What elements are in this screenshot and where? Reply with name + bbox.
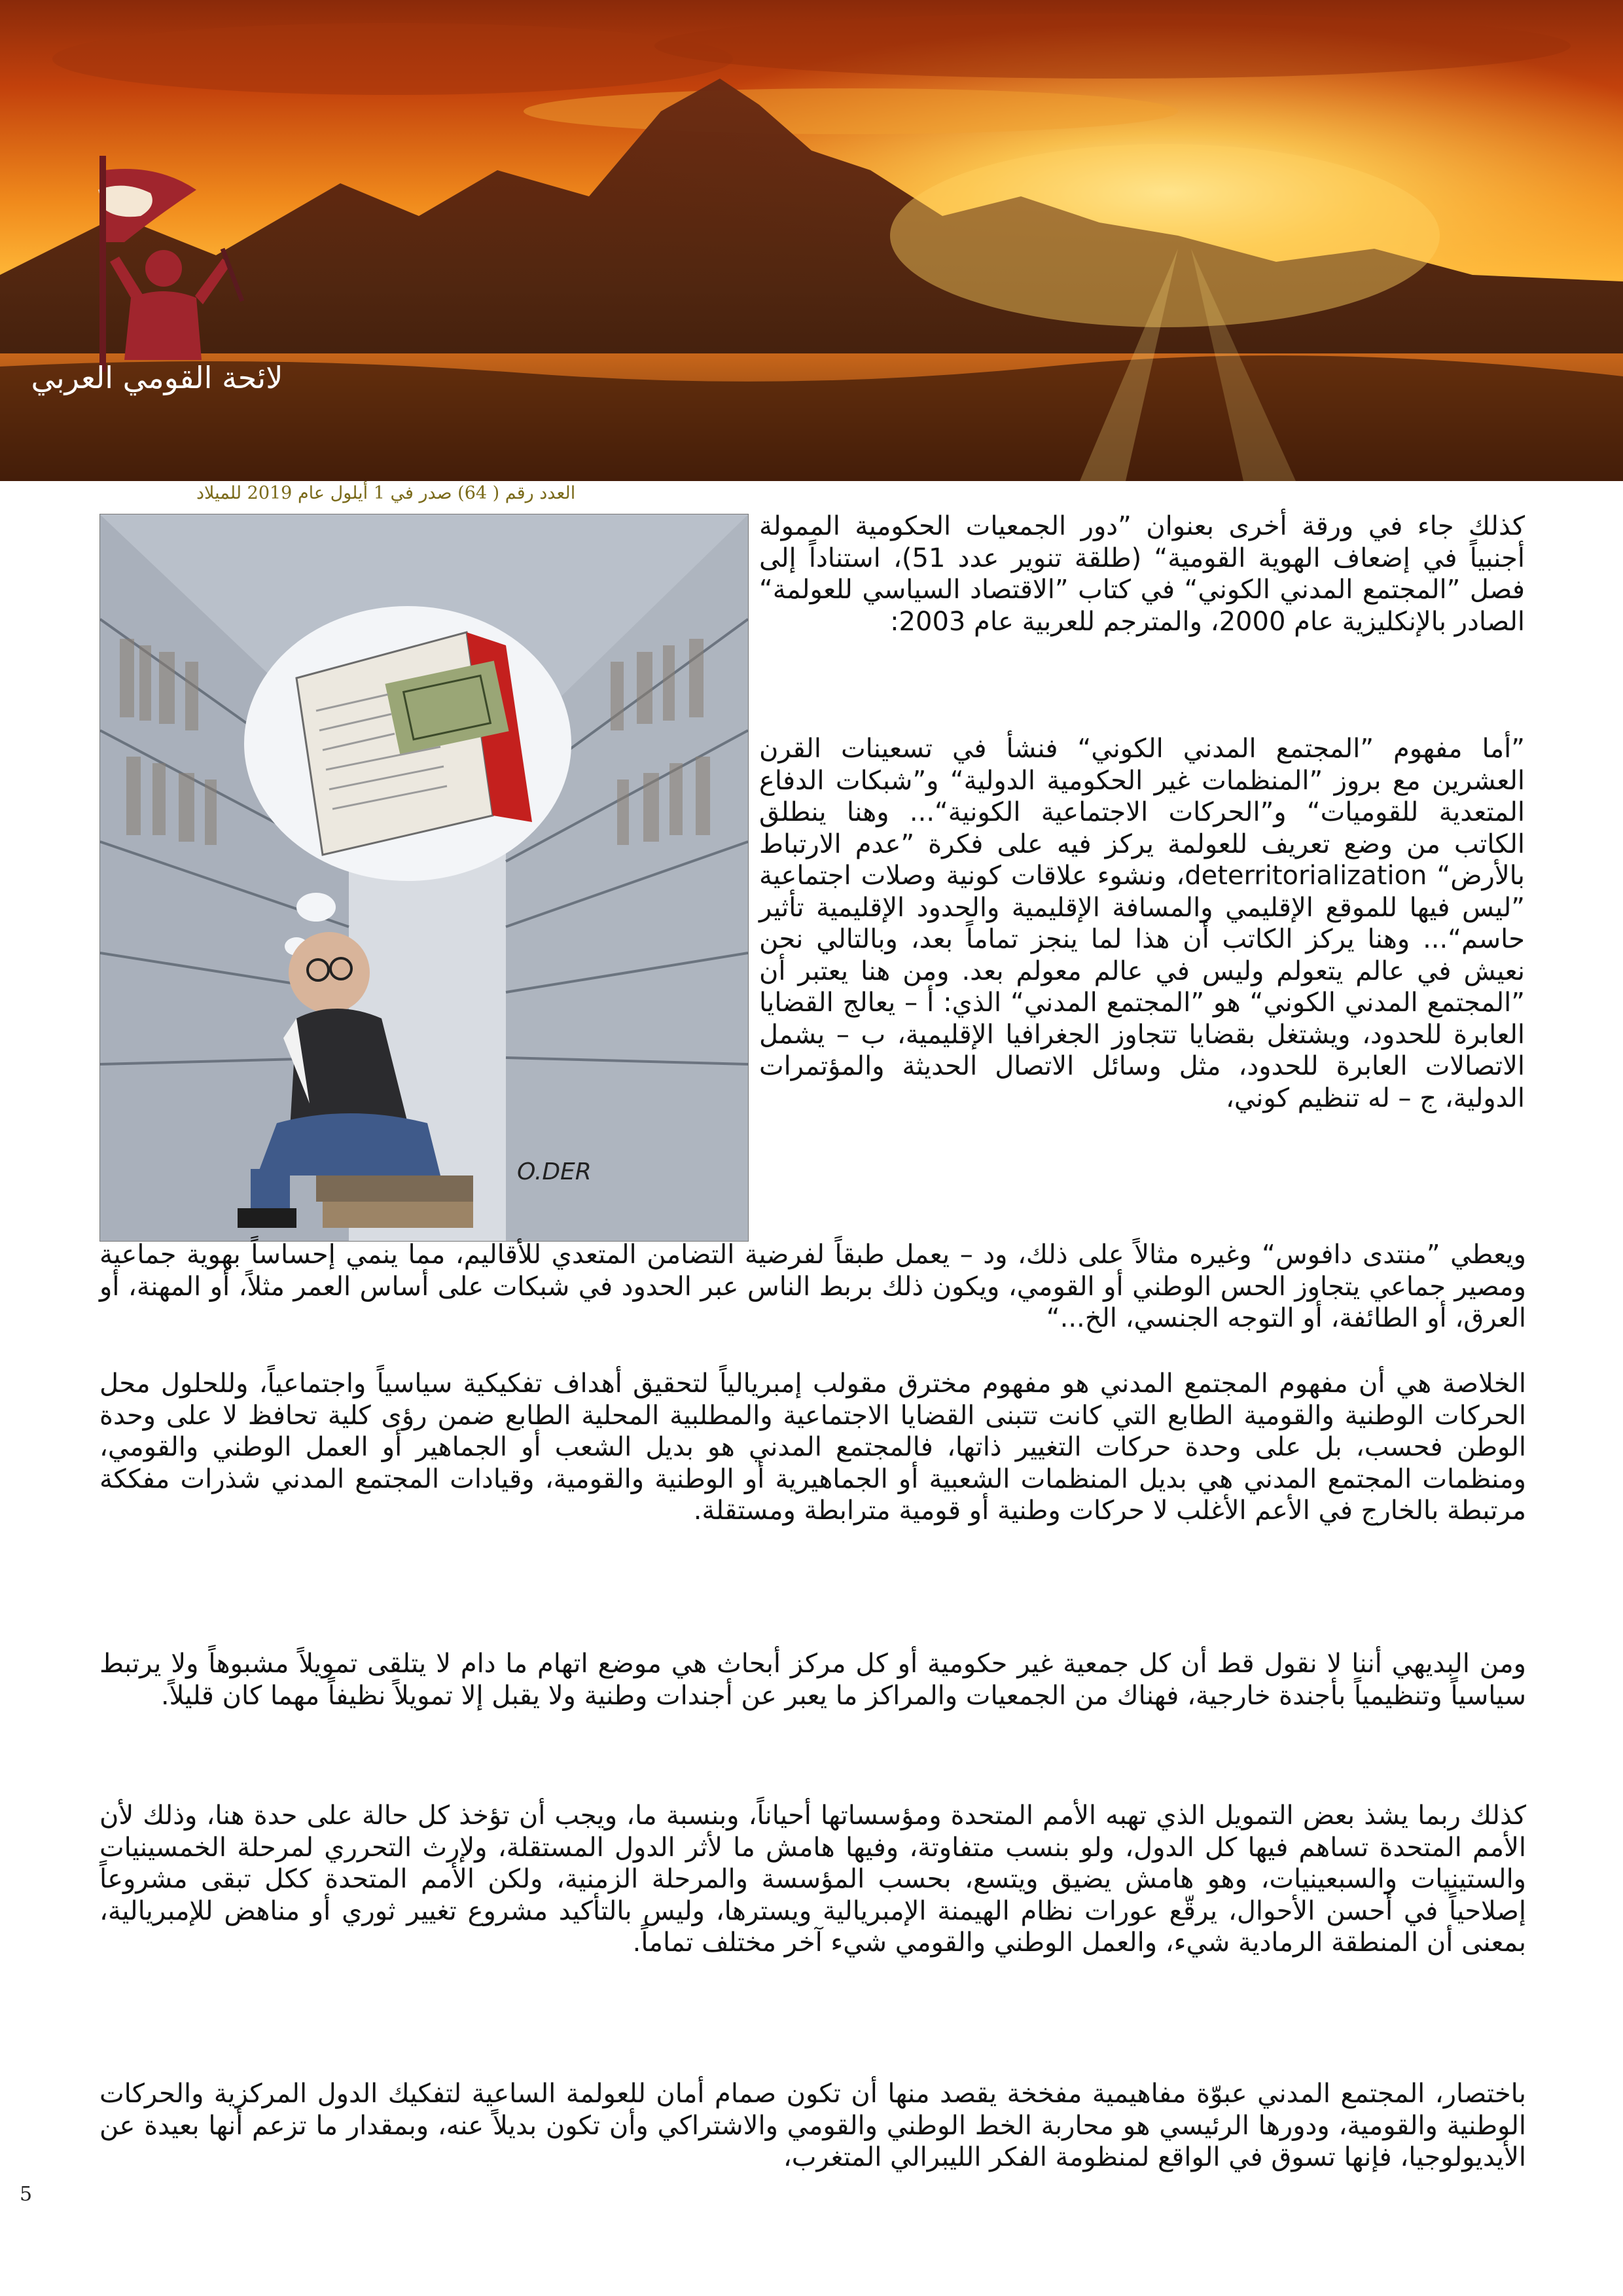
cartoon-illustration	[99, 514, 749, 1242]
library-thinker-drawing	[100, 514, 748, 1241]
paragraph-clarification: ومن البديهي أننا لا نقول قط أن كل جمعية غير حكومية أو كل مركز أبحاث هي موضع اتهام ما دام لا يتلقى تمويلاً مشبوهاً ولا يرتبط سياسياً وتنظيمياً بأجندة خارجية، فهناك من الجمعيات والمراكز ما يعبر عن أجندات وطنية ولا يقبل إلا تمويلاً نظيفاً مهما كان قليلاً.	[99, 1649, 1526, 1711]
paragraph-conclusion: الخلاصة هي أن مفهوم المجتمع المدني هو مفهوم مخترق مقولب إمبريالياً لتحقيق أهداف تفكيكية سياسياً واجتماعياً، وللحلول محل الحركات الوطنية والقومية الطابع التي كانت تتبنى القضايا الاجتماعية والمطلبية المحلية الطابع ضمن رؤى كلية تحافظ لا على وحدة الوطن فحسب، بل على وحدة حركات التغيير ذاتها، فالمجتمع المدني هو بديل الشعب أو الجماهير أو العمل الوطني والقومي، ومنظمات المجتمع المدني هي بديل المنظمات الشعبية أو الجماهيرية أو الوطنية والقومية، وقيادات المجتمع المدني شذرات مفككة مرتبطة بالخارج في الأعم الأغلب لا حركات وطنية أو قومية مترابطة ومستقلة.	[99, 1369, 1526, 1526]
paragraph-un-funding: كذلك ربما يشذ بعض التمويل الذي تهبه الأمم المتحدة ومؤسساتها أحياناً، وبنسبة ما، ويجب أن تؤخذ كل حالة على حدة هنا، وذلك لأن الأمم المتحدة تساهم فيها كل الدول، ولو بنسب متفاوتة، وفيها هامش ما لأثر الدول المستقلة، ولإرث التحرري لمرحلة الخمسينيات والستينيات والسبعينيات، وهو هامش يضيق ويتسع، بحسب المؤسسة والمرحلة الزمنية، ولكن الأمم المتحدة ككل تبقى مشروعاً إصلاحياً في أحسن الأحوال، يرقّع عورات نظام الهيمنة الإمبريالية ويسترها، وليس بالتأكيد مشروع تغيير ثوري أو مناهض للإمبريالية، بمعنى أن المنطقة الرمادية شيء، والعمل الوطني والقومي شيء آخر مختلف تماماً.	[99, 1801, 1526, 1958]
paragraph-quote-continued: ويعطي ”منتدى دافوس“ وغيره مثالاً على ذلك، ود – يعمل طبقاً لفرضية التضامن المتعدي للأقاليم، مما ينمي إحساساً بهوية جماعية ومصير جماعي يتجاوز الحس الوطني أو القومي، ويكون ذلك بربط الناس عبر الحدود في شبكات على أساس العمر مثلاً، أو المهنة، أو العرق، أو الطائفة، أو التوجه الجنسي، الخ...“	[99, 1240, 1526, 1333]
issue-line: العدد رقم ( 64) صدر في 1 أيلول عام 2019 للميلاد	[196, 483, 576, 503]
paragraph-summary: باختصار، المجتمع المدني عبوّة مفاهيمية مفخخة يقصد منها أن تكون صمام أمان للعولمة الساعية لتفكيك الدول المركزية والحركات الوطنية والقومية، ودورها الرئيسي هو محاربة الخط الوطني والقومي والاشتراكي وأن تكون بديلاً عنه، وبمقدار ما تزعم أنها بعيدة عن الأيديولوجيا، فإنها تسوق في الواقع لمنظومة الفكر الليبرالي المتغرب،	[99, 2079, 1526, 2172]
paragraph-intro: كذلك جاء في ورقة أخرى بعنوان ”دور الجمعيات الحكومية الممولة أجنبياً في إضعاف الهوية القومية“ (طلقة تنوير عدد 51)، استناداً إلى فصل ”المجتمع المدني الكوني“ في كتاب ”الاقتصاد السياسي للعولمة“ الصادر بالإنكليزية عام 2000، والمترجم للعربية عام 2003:	[759, 511, 1525, 637]
paragraph-quote: ”أما مفهوم ”المجتمع المدني الكوني“ فنشأ في تسعينات القرن العشرين مع بروز ”المنظمات غير الحكومية الدولية“ و”شبكات الدفاع المتعدية للقوميات“ و”الحركات الاجتماعية الكونية“... وهنا ينطلق الكاتب من وضع تعريف للعولمة يركز فيه على فكرة ”عدم الارتباط بالأرض“ deterritorialization، ونشوء علاقات كونية وصلات اجتماعية ”ليس فيها للموقع الإقليمي والمسافة الإقليمية والحدود الإقليمية تأثير حاسم“... وهنا يركز الكاتب أن هذا لما ينجز تماماً بعد، وبالتالي نحن نعيش في عالم يتعولم وليس في عالم معولم بعد. ومن هنا يعتبر أن ”المجتمع المدني الكوني“ هو ”المجتمع المدني“ الذي: أ – يعالج القضايا العابرة للحدود، ويشتغل بقضايا تتجاوز الجغرافيا الإقليمية، ب – يشمل الاتصالات العابرة للحدود، مثل وسائل الاتصال الحديثة والمؤتمرات الدولية، ج – له تنظيم كوني،	[759, 734, 1525, 1113]
page-number: 5	[20, 2183, 33, 2206]
logo-caption: لائحة القومي العربي	[31, 360, 283, 395]
header-banner	[0, 0, 1623, 481]
artist-signature: O.DER	[517, 1158, 592, 1185]
